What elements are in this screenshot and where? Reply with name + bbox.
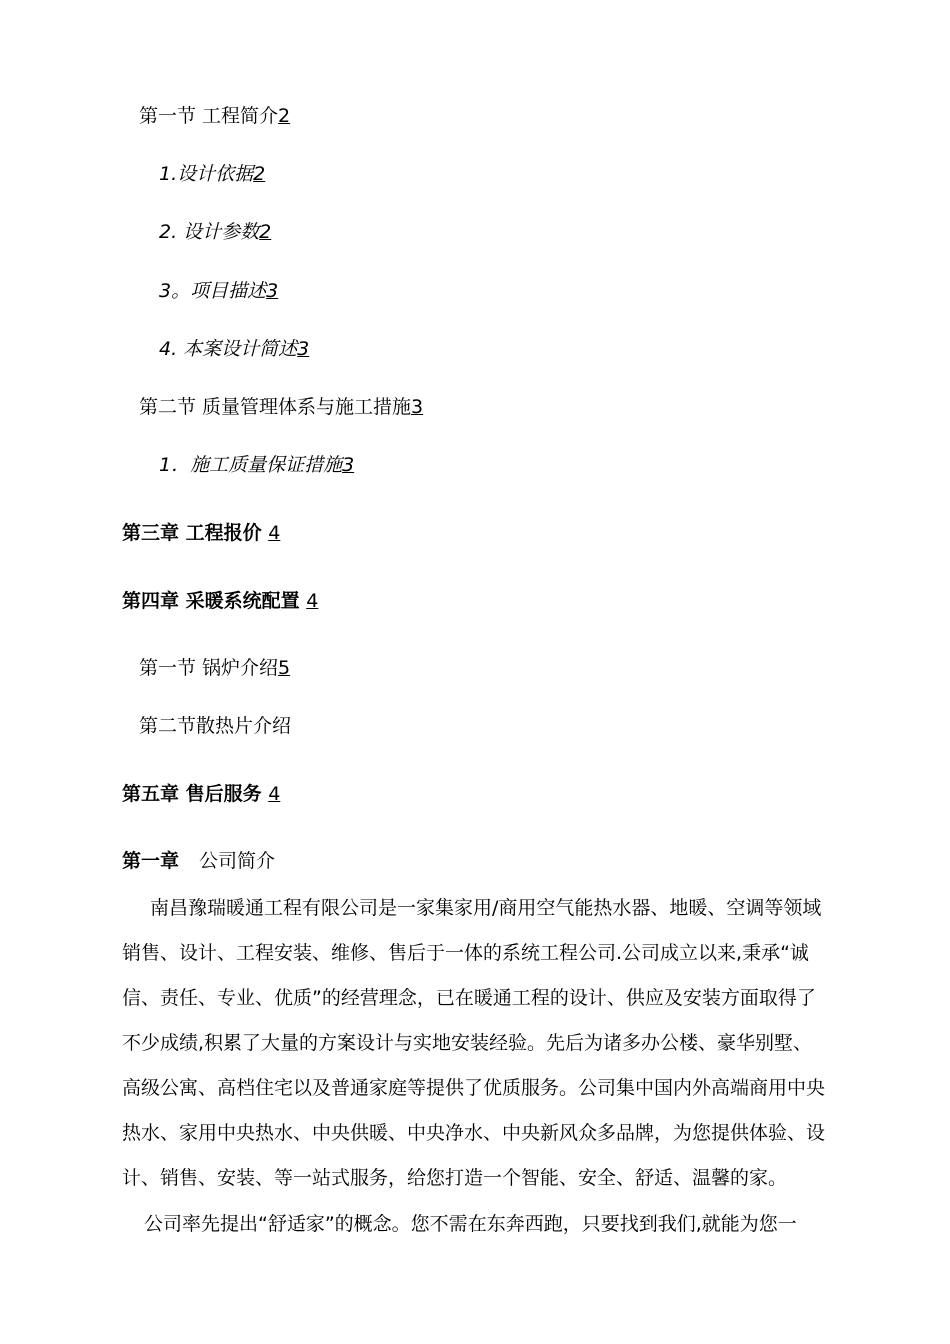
- toc-page-number: 4: [268, 522, 281, 544]
- paragraph-line: 计、销售、安装、等一站式服务，给您打造一个智能、安全、舒适、温馨的家。: [122, 1167, 788, 1189]
- comfort-home-paragraph: [122, 1212, 834, 1242]
- toc-title: 第三章 工程报价: [122, 522, 269, 544]
- toc-page-number: 2: [278, 105, 291, 127]
- toc-title: 第一节 锅炉介绍: [139, 657, 279, 679]
- toc-title: 第一节 工程简介: [139, 105, 279, 127]
- toc-entry-design-basis[interactable]: [159, 162, 265, 186]
- toc-entry-design-params[interactable]: [159, 220, 271, 244]
- toc-entry-design-summary[interactable]: [159, 337, 309, 361]
- toc-entry-chapter-3[interactable]: [122, 521, 280, 545]
- company-intro-paragraph: [122, 896, 834, 1196]
- chapter-heading: [122, 849, 275, 873]
- toc-page-number: 3: [297, 338, 310, 360]
- toc-entry-section-2[interactable]: [139, 395, 423, 419]
- toc-entry-section-1[interactable]: [139, 104, 290, 128]
- toc-title: 第二节 质量管理体系与施工措施: [139, 396, 412, 418]
- paragraph-line: 南昌豫瑞暖通工程有限公司是一家集家用/商用空气能热水器、地暖、空调等领域: [150, 897, 822, 919]
- paragraph-line: 高级公寓、高档住宅以及普通家庭等提供了优质服务。公司集中国内外高端商用中央: [122, 1077, 826, 1099]
- toc-entry-boiler[interactable]: [139, 656, 290, 680]
- paragraph-line: 销售、设计、工程安装、维修、售后于一体的系统工程公司.公司成立以来,秉承“诚: [122, 942, 809, 964]
- toc-title: 2. 设计参数: [159, 221, 260, 243]
- toc-page-number: 2: [259, 221, 272, 243]
- toc-title: 1.设计依据: [159, 163, 254, 185]
- toc-title: 第二节散热片介绍: [139, 715, 292, 737]
- toc-page-number: 3: [266, 280, 279, 302]
- paragraph-line: 热水、家用中央热水、中央供暖、中央净水、中央新风众多品牌，为您提供体验、设: [122, 1122, 826, 1144]
- toc-page-number: 5: [278, 657, 291, 679]
- toc-page-number: 3: [342, 454, 355, 476]
- toc-entry-radiator[interactable]: [139, 714, 291, 738]
- toc-page-number: 4: [306, 590, 319, 612]
- toc-title: 4. 本案设计简述: [159, 338, 298, 360]
- toc-entry-chapter-4[interactable]: [122, 589, 318, 613]
- paragraph-line: 不少成绩,积累了大量的方案设计与实地安装经验。先后为诸多办公楼、豪华别墅、: [122, 1032, 813, 1054]
- toc-page-number: 4: [268, 783, 281, 805]
- toc-entry-quality-measures[interactable]: [159, 453, 354, 477]
- paragraph-line: 信、责任、专业、优质”的经营理念，已在暖通工程的设计、供应及安装方面取得了: [122, 987, 816, 1009]
- toc-page-number: 3: [411, 396, 424, 418]
- toc-title: 3。项目描述: [159, 280, 267, 302]
- chapter-title: 公司简介: [199, 850, 276, 872]
- toc-title: 第四章 采暖系统配置: [122, 590, 307, 612]
- toc-title: 第五章 售后服务: [122, 783, 269, 805]
- chapter-label: 第一章: [122, 850, 180, 872]
- toc-page-number: 2: [253, 163, 266, 185]
- toc-entry-project-desc[interactable]: [159, 279, 278, 303]
- toc-title: 1．施工质量保证措施: [159, 454, 343, 476]
- paragraph-line: 公司率先提出“舒适家”的概念。您不需在东奔西跑，只要找到我们,就能为您一: [144, 1213, 797, 1235]
- toc-entry-chapter-5[interactable]: [122, 782, 280, 806]
